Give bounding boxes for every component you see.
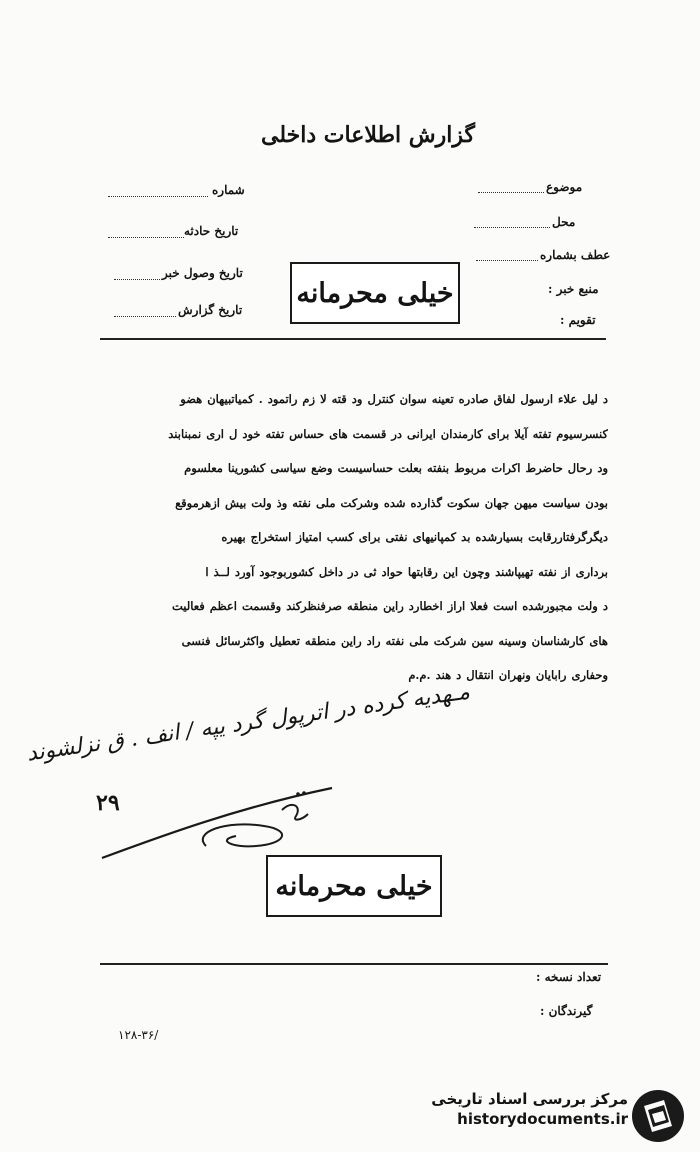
body-line: های کارشناسان وسینه سین شرکت ملی نفته راد راین منطقه تعطیل واکثرسائل فنسی — [181, 633, 608, 648]
field-calendar-label: تقویم : — [560, 313, 596, 327]
field-report-date-line — [114, 315, 176, 317]
field-source-label: منبع خبر : — [548, 282, 599, 296]
body-line: کنسرسیوم تفته آیلا برای کارمندان ایرانی در قسمت های حساس تفته خود ل اری نمبنابند — [168, 426, 608, 441]
footer-divider — [100, 963, 608, 965]
document-stack-logo-icon — [630, 1088, 686, 1144]
copies-label: تعداد نسخه : — [536, 970, 602, 984]
archive-url: historydocuments.ir — [457, 1110, 628, 1128]
field-subject-label: موضوع — [546, 180, 583, 194]
field-number-label: شماره — [212, 183, 245, 197]
field-receipt-date-line — [114, 278, 162, 280]
body-line: د ولت مجبورشده است فعلا اراز اخطارد راین منطقه صرفنظرکند وقسمت اعظم فعالیت — [171, 599, 608, 613]
field-report-date-label: تاریخ گزارش — [178, 303, 243, 317]
field-reference-label: عطف بشماره — [540, 248, 611, 262]
classification-stamp-bottom: خیلی محرمانه — [266, 855, 442, 917]
field-incident-date-label: تاریخ حادثه — [184, 224, 239, 238]
field-incident-date-line — [108, 236, 184, 238]
body-line: بودن سیاست میهن جهان سکوت گذارده شده وشرکت ملی نفته وذ ولت بیش ازهرموقع — [175, 495, 608, 510]
body-line: برداری از نفته تهیپاشند وچون این رقابتها حواد ثی در داخل کشوربوجود آورد لــذ ا — [205, 564, 608, 579]
field-number-line — [108, 195, 208, 197]
body-line: دیگرگرفتاررقابت بسیارشده بد کمپانیهای نفتی برای کسب امتیاز استخراج بهیره — [221, 530, 608, 544]
header-divider — [100, 338, 606, 340]
recipients-label: گیرندگان : — [540, 1004, 593, 1018]
body-line: د لیل علاء ارسول لفاق صادره تعینه سوان کنترل ود قته لا زم راتمود . کمیاتبیهان هضو — [180, 392, 608, 406]
document-number: ۱۲۸-۳۶/ — [118, 1028, 159, 1042]
report-title: گزارش اطلاعات داخلی — [261, 122, 475, 148]
body-line: ود رحال حاضرط اکرات مربوط بنفته بعلت حساسیست وضع سیاسی کشورینا معلسوم — [184, 461, 608, 475]
body-line: وحفاری رابایان ونهران انتقال د هند .م.م — [408, 668, 608, 682]
classification-stamp-top: خیلی محرمانه — [290, 262, 460, 324]
archive-name: مرکز بررسی اسناد تاریخی — [431, 1090, 628, 1108]
archive-watermark — [420, 1090, 628, 1128]
field-location-line — [474, 226, 550, 228]
field-receipt-date-label: تاریخ وصول خبر — [162, 266, 243, 280]
report-body — [96, 382, 608, 693]
handwritten-note: مـهدیه کرده در اترپول گرد یپه / انف . ق نزلشوند — [25, 679, 472, 767]
field-location-label: محل — [552, 215, 576, 229]
handwritten-number: ۲۹ — [96, 790, 120, 816]
field-subject-line — [478, 191, 544, 193]
field-reference-line — [476, 259, 538, 261]
